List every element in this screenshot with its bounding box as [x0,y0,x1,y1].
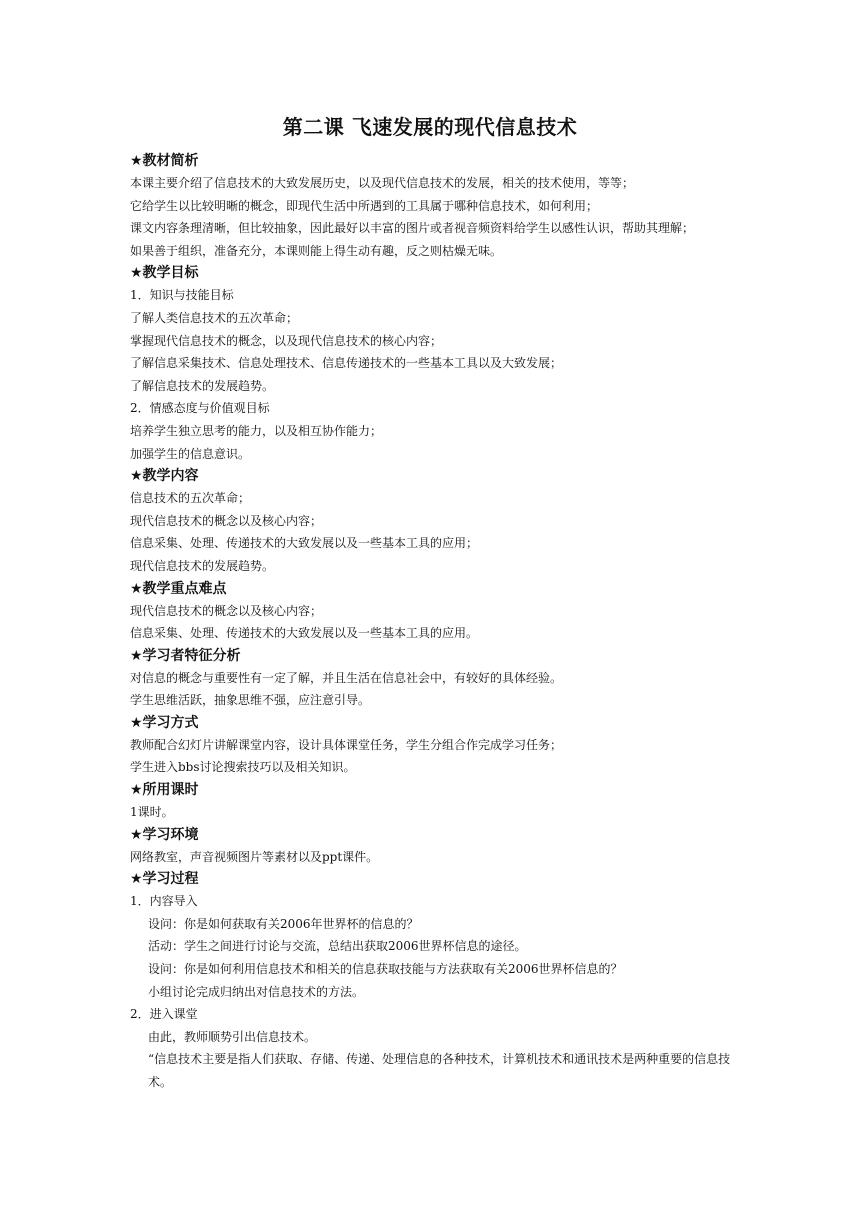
paragraph-line: 了解信息采集技术、信息处理技术、信息传递技术的一些基本工具以及大致发展； [130,356,563,371]
document-body [130,150,740,1094]
paragraph-line: 由此，教师顺势引出信息技术。 [148,1029,317,1044]
paragraph-line: 培养学生独立思考的能力，以及相互协作能力； [130,423,383,438]
paragraph-line: 本课主要介绍了信息技术的大致发展历史，以及现代信息技术的发展，相关的技术使用，等等； [130,176,635,190]
paragraph-line: 信息采集、处理、传递技术的大致发展以及一些基本工具的应用； [130,536,479,551]
paragraph-line: 课文内容条理清晰，但比较抽象，因此最好以丰富的图片或者视音频资料给学生以感性认识，帮助其理解； [130,221,695,236]
paragraph-line: 现代信息技术的发展趋势。 [130,558,275,573]
paragraph-line: 学生进入bbs讨论搜索技巧以及相关知识。 [130,760,356,775]
section-heading-learner-analysis: ★学习者特征分析 [130,647,241,664]
paragraph-line: 对信息的概念与重要性有一定了解，并且生活在信息社会中，有较好的具体经验。 [130,670,563,685]
paragraph-line: 网络教室，声音视频图片等素材以及ppt课件。 [130,849,379,864]
paragraph-line: 现代信息技术的概念以及核心内容； [130,513,323,528]
paragraph-line: 小组讨论完成归纳出对信息技术的方法。 [148,984,365,999]
paragraph-line: 1．知识与技能目标 [130,288,234,303]
section-heading-learning-process: ★学习过程 [130,871,199,888]
paragraph-line: 1．内容导入 [130,894,198,909]
paragraph-line: 信息采集、处理、传递技术的大致发展以及一些基本工具的应用。 [130,626,479,641]
paragraph-line: 掌握现代信息技术的概念，以及现代信息技术的核心内容； [130,333,443,348]
paragraph-line: 了解人类信息技术的五次革命； [130,310,299,325]
section-heading-class-hours: ★所用课时 [130,782,199,799]
section-heading-learning-method: ★学习方式 [130,714,199,731]
paragraph-line: 2．情感态度与价值观目标 [130,401,270,416]
section-heading-learning-environment: ★学习环境 [130,826,199,843]
paragraph-line: 它给学生以比较明晰的概念，即现代生活中所遇到的工具属于哪种信息技术，如何利用； [130,198,599,213]
paragraph-line: 学生思维活跃，抽象思维不强，应注意引导。 [130,693,371,708]
section-heading-textbook-analysis: ★教材简析 [130,153,199,169]
section-heading-teaching-content: ★教学内容 [130,468,199,485]
paragraph-line: 设问：你是如何利用信息技术和相关的信息获取技能与方法获取有关2006世界杯信息的？ [148,962,623,977]
page-title: 第二课 飞速发展的现代信息技术 [282,115,578,139]
paragraph-line: 信息技术的五次革命； [130,491,251,506]
section-heading-teaching-goals: ★教学目标 [130,265,199,282]
paragraph-line: 2．进入课堂 [130,1007,198,1022]
paragraph-line: 现代信息技术的概念以及核心内容； [130,603,323,618]
paragraph-line: 加强学生的信息意识。 [130,446,251,461]
paragraph-line: 1课时。 [130,805,174,820]
paragraph-line: 设问：你是如何获取有关2006年世界杯的信息的？ [148,916,419,931]
paragraph-line: 如果善于组织，准备充分，本课则能上得生动有趣，反之则枯燥无味。 [130,243,503,258]
paragraph-line: 了解信息技术的发展趋势。 [130,378,275,393]
paragraph-line: 活动：学生之间进行讨论与交流，总结出获取2006世界杯信息的途径。 [148,939,527,954]
paragraph-line: “信息技术主要是指人们获取、存储、传递、处理信息的各种技术，计算机技术和通讯技术是两种重要的信息技术。 [148,1052,731,1089]
paragraph-line: 教师配合幻灯片讲解课堂内容，设计具体课堂任务，学生分组合作完成学习任务； [130,737,563,752]
section-heading-key-points: ★教学重点难点 [130,580,227,597]
